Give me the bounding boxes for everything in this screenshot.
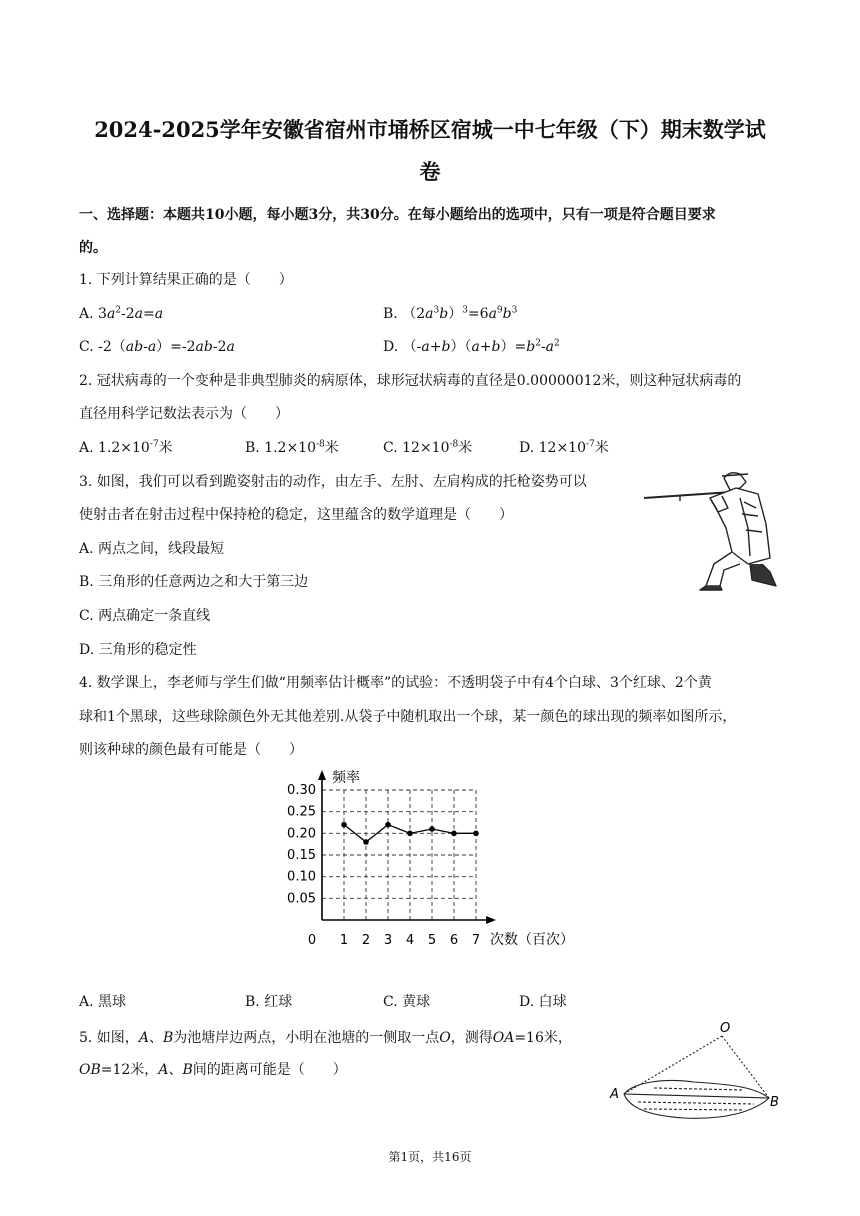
q5-stem-line1: 5. 如图，A、B为池塘岸边两点，小明在池塘的一侧取一点O，测得OA=16米，: [79, 1030, 572, 1046]
q3-option-a: A. 两点之间，线段最短: [79, 541, 225, 557]
q2-option-a: A. $1.2\times 10^{-7}$米: [79, 439, 173, 456]
q1-option-a: A. $3a^2-2a=a$: [79, 305, 164, 322]
y-tick-label: 0.20: [287, 826, 316, 842]
x-axis-title: 次数（百次）: [490, 932, 574, 948]
q4-option-d: D. 白球: [519, 994, 567, 1010]
q4-option-a: A. 黑球: [79, 994, 127, 1010]
x-tick-label: 3: [383, 933, 393, 948]
x-tick-label: 7: [471, 933, 481, 948]
x-tick-label: 2: [361, 933, 371, 948]
q1-option-c: C. -2（ab-a）=-2ab-2a: [79, 339, 235, 355]
q1-option-b: B. $(2a^3b)^3=6a^9b^3$: [383, 305, 518, 322]
y-tick-label: 0.30: [287, 783, 316, 798]
section1-instructions: 一、选择题：本题共10小题，每小题3分，共30分。在每小题给出的选项中，只有一项是符合题目要求: [79, 207, 716, 223]
data-point: [429, 826, 435, 832]
point-b-label: B: [770, 1095, 779, 1110]
q1-stem: 1. 下列计算结果正确的是（ ）: [79, 272, 293, 288]
section1-instructions-cont: 的。: [79, 240, 107, 256]
data-point: [341, 822, 347, 828]
q2-option-c: C. $12\times 10^{-8}$米: [383, 439, 473, 456]
exam-title-line2: 卷: [419, 159, 441, 184]
point-o-label: O: [720, 1021, 731, 1036]
data-point: [363, 839, 369, 845]
data-point: [451, 831, 457, 837]
y-tick-label: 0.10: [287, 869, 316, 885]
y-axis-arrow: [318, 770, 326, 780]
shooter-figure: [640, 468, 780, 592]
y-tick-label: 0.25: [287, 804, 316, 820]
point-a-label: A: [610, 1087, 619, 1102]
q3-option-c: C. 两点确定一条直线: [79, 608, 211, 624]
q3-option-d: D. 三角形的稳定性: [79, 642, 197, 658]
frequency-line-chart: [270, 762, 590, 962]
q2-option-b: B. $1.2\times 10^{-8}$米: [245, 439, 339, 456]
q5-stem-line2: OB=12米，A、B间的距离可能是（ ）: [79, 1062, 347, 1078]
y-tick-label: 0.05: [287, 891, 316, 907]
data-point: [385, 822, 391, 828]
page-footer: 第1页，共16页: [388, 1150, 472, 1164]
q3-option-b: B. 三角形的任意两边之和大于第三边: [79, 574, 309, 590]
pond-figure: [604, 1020, 796, 1124]
x-tick-label: 1: [339, 933, 349, 948]
q1-option-d: D. $(-a+b)(a+b)=b^2-a^2$: [383, 338, 560, 355]
q2-option-d: D. $12\times 10^{-7}$米: [519, 439, 609, 456]
q4-stem-line2: 球和1个黑球，这些球除颜色外无其他差别.从袋子中随机取出一个球，某一颜色的球出现的频率如图所示，: [79, 709, 737, 725]
y-axis-title: 频率: [332, 770, 360, 786]
q3-stem-line2: 使射击者在射击过程中保持枪的稳定，这里蕴含的数学道理是（ ）: [79, 507, 513, 523]
q2-stem-line1: 2. 冠状病毒的一个变种是非典型肺炎的病原体，球形冠状病毒的直径是0.00000012米，则这种冠状病毒的: [79, 373, 742, 389]
x-tick-label: 5: [427, 933, 437, 948]
data-point: [407, 831, 413, 837]
y-tick-label: 0.15: [287, 848, 316, 863]
q4-stem-line3: 则该种球的颜色最有可能是（ ）: [79, 742, 303, 758]
q2-stem-line2: 直径用科学记数法表示为（ ）: [79, 406, 289, 422]
x-tick-label: 4: [405, 933, 415, 948]
origin-label: 0: [307, 933, 317, 948]
q4-option-b: B. 红球: [245, 994, 293, 1010]
x-tick-label: 6: [449, 933, 459, 948]
q4-option-c: C. 黄球: [383, 994, 431, 1010]
q3-stem-line1: 3. 如图，我们可以看到跪姿射击的动作，由左手、左肘、左肩构成的托枪姿势可以: [79, 474, 587, 490]
x-axis-arrow: [486, 916, 496, 924]
exam-title-line1: 2024-2025学年安徽省宿州市埇桥区宿城一中七年级（下）期末数学试: [94, 117, 766, 142]
data-point: [473, 831, 479, 837]
q4-stem-line1: 4. 数学课上，李老师与学生们做“用频率估计概率”的试验：不透明袋子中有4个白球、3个红球、2个黄: [79, 675, 712, 691]
